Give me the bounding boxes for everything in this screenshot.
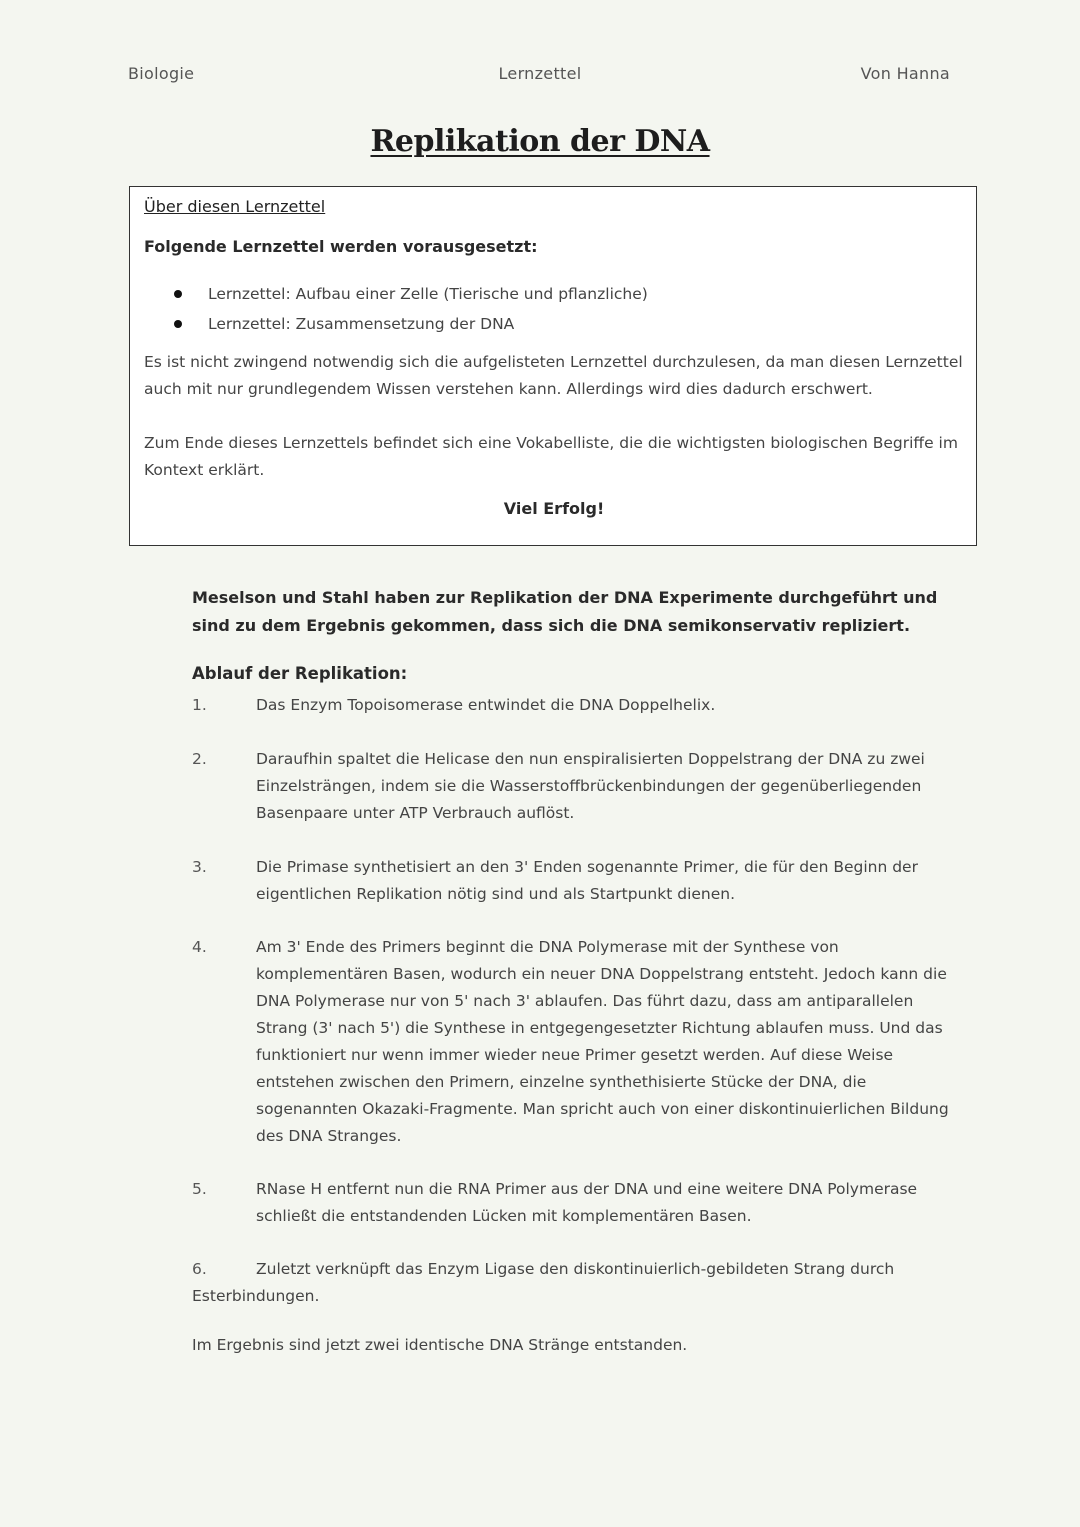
bullet-icon — [174, 320, 182, 328]
prerequisite-label: Lernzettel: Zusammensetzung der DNA — [208, 315, 515, 333]
step-number: 2. — [192, 750, 207, 768]
prerequisites-heading: Folgende Lernzettel werden vorausgesetzt: — [144, 237, 538, 256]
info-box-heading: Über diesen Lernzettel — [144, 197, 326, 216]
step-text: Die Primase synthetisiert an den 3' Enden sogenannte Primer, die für den Beginn der eigentlichen Replikation nötig sind und als Startpunkt dienen. — [256, 858, 918, 903]
step-6 — [192, 1256, 952, 1310]
step-1 — [192, 692, 952, 719]
page-title-text: Replikation der DNA — [370, 124, 710, 159]
step-text: Am 3' Ende des Primers beginnt die DNA Polymerase mit der Synthese von komplementären Basen, wodurch ein neuer DNA Doppelstrang entsteht. Jedoch kann die DNA Polymerase nur von 5' nach 3' ablaufen. Das führt dazu, dass am antiparallelen Strang (3' nach 5') die Synthese in entgegengesetzter Richtung ablaufen muss. Und das funktioniert nur wenn immer wieder neue Primer gesetzt werden. Auf diese Weise entstehen zwischen den Primern, einzelne synthethisierte Stücke der DNA, die sogenannten Okazaki-Fragmente. Man spricht auch von einer diskontinuierlichen Bildung des DNA Stranges. — [256, 938, 949, 1145]
step-text: Zuletzt verknüpft das Enzym Ligase den diskontinuierlich-gebildeten Strang durch Esterbindungen. — [192, 1260, 895, 1305]
header-subject: Biologie — [128, 64, 195, 83]
step-number: 5. — [192, 1180, 207, 1198]
header-author: Von Hanna — [860, 64, 950, 83]
page-header — [0, 64, 1080, 88]
step-number: 3. — [192, 858, 207, 876]
step-number: 1. — [192, 696, 207, 714]
header-doc-type: Lernzettel — [498, 64, 582, 83]
step-text: RNase H entfernt nun die RNA Primer aus der DNA und eine weitere DNA Polymerase schließt die entstandenden Lücken mit komplementären Basen. — [256, 1180, 918, 1225]
conclusion: Im Ergebnis sind jetzt zwei identische DNA Stränge entstanden. — [192, 1336, 688, 1354]
prerequisites-list — [170, 279, 648, 339]
prerequisite-item — [170, 309, 648, 339]
page-title — [0, 124, 1080, 159]
info-closing: Viel Erfolg! — [503, 499, 605, 518]
step-number: 6. — [192, 1260, 207, 1278]
bullet-icon — [174, 290, 182, 298]
steps-heading: Ablauf der Replikation: — [192, 664, 408, 683]
intro-paragraph: Meselson und Stahl haben zur Replikation der DNA Experimente durchgeführt und sind zu dem Ergebnis gekommen, dass sich die DNA semikonservativ repliziert. — [192, 588, 938, 635]
info-box — [129, 186, 977, 546]
info-paragraph-1: Es ist nicht zwingend notwendig sich die aufgelisteten Lernzettel durchzulesen, da man diesen Lernzettel auch mit nur grundlegendem Wissen verstehen kann. Allerdings wird dies dadurch erschwert. — [144, 353, 963, 398]
step-text: Das Enzym Topoisomerase entwindet die DNA Doppelhelix. — [256, 696, 716, 714]
step-2 — [192, 746, 952, 827]
step-text: Daraufhin spaltet die Helicase den nun enspiralisierten Doppelstrang der DNA zu zwei Einzelsträngen, indem sie die Wasserstoffbrückenbindungen der gegenüberliegenden Basenpaare unter ATP Verbrauch auflöst. — [256, 750, 925, 822]
prerequisite-item — [170, 279, 648, 309]
info-paragraph-2: Zum Ende dieses Lernzettels befindet sich eine Vokabelliste, die die wichtigsten biologischen Begriffe im Kontext erklärt. — [144, 434, 958, 479]
prerequisite-label: Lernzettel: Aufbau einer Zelle (Tierische und pflanzliche) — [208, 285, 648, 303]
step-5 — [192, 1176, 952, 1230]
step-4 — [192, 934, 952, 1150]
step-3 — [192, 854, 952, 908]
step-number: 4. — [192, 938, 207, 956]
